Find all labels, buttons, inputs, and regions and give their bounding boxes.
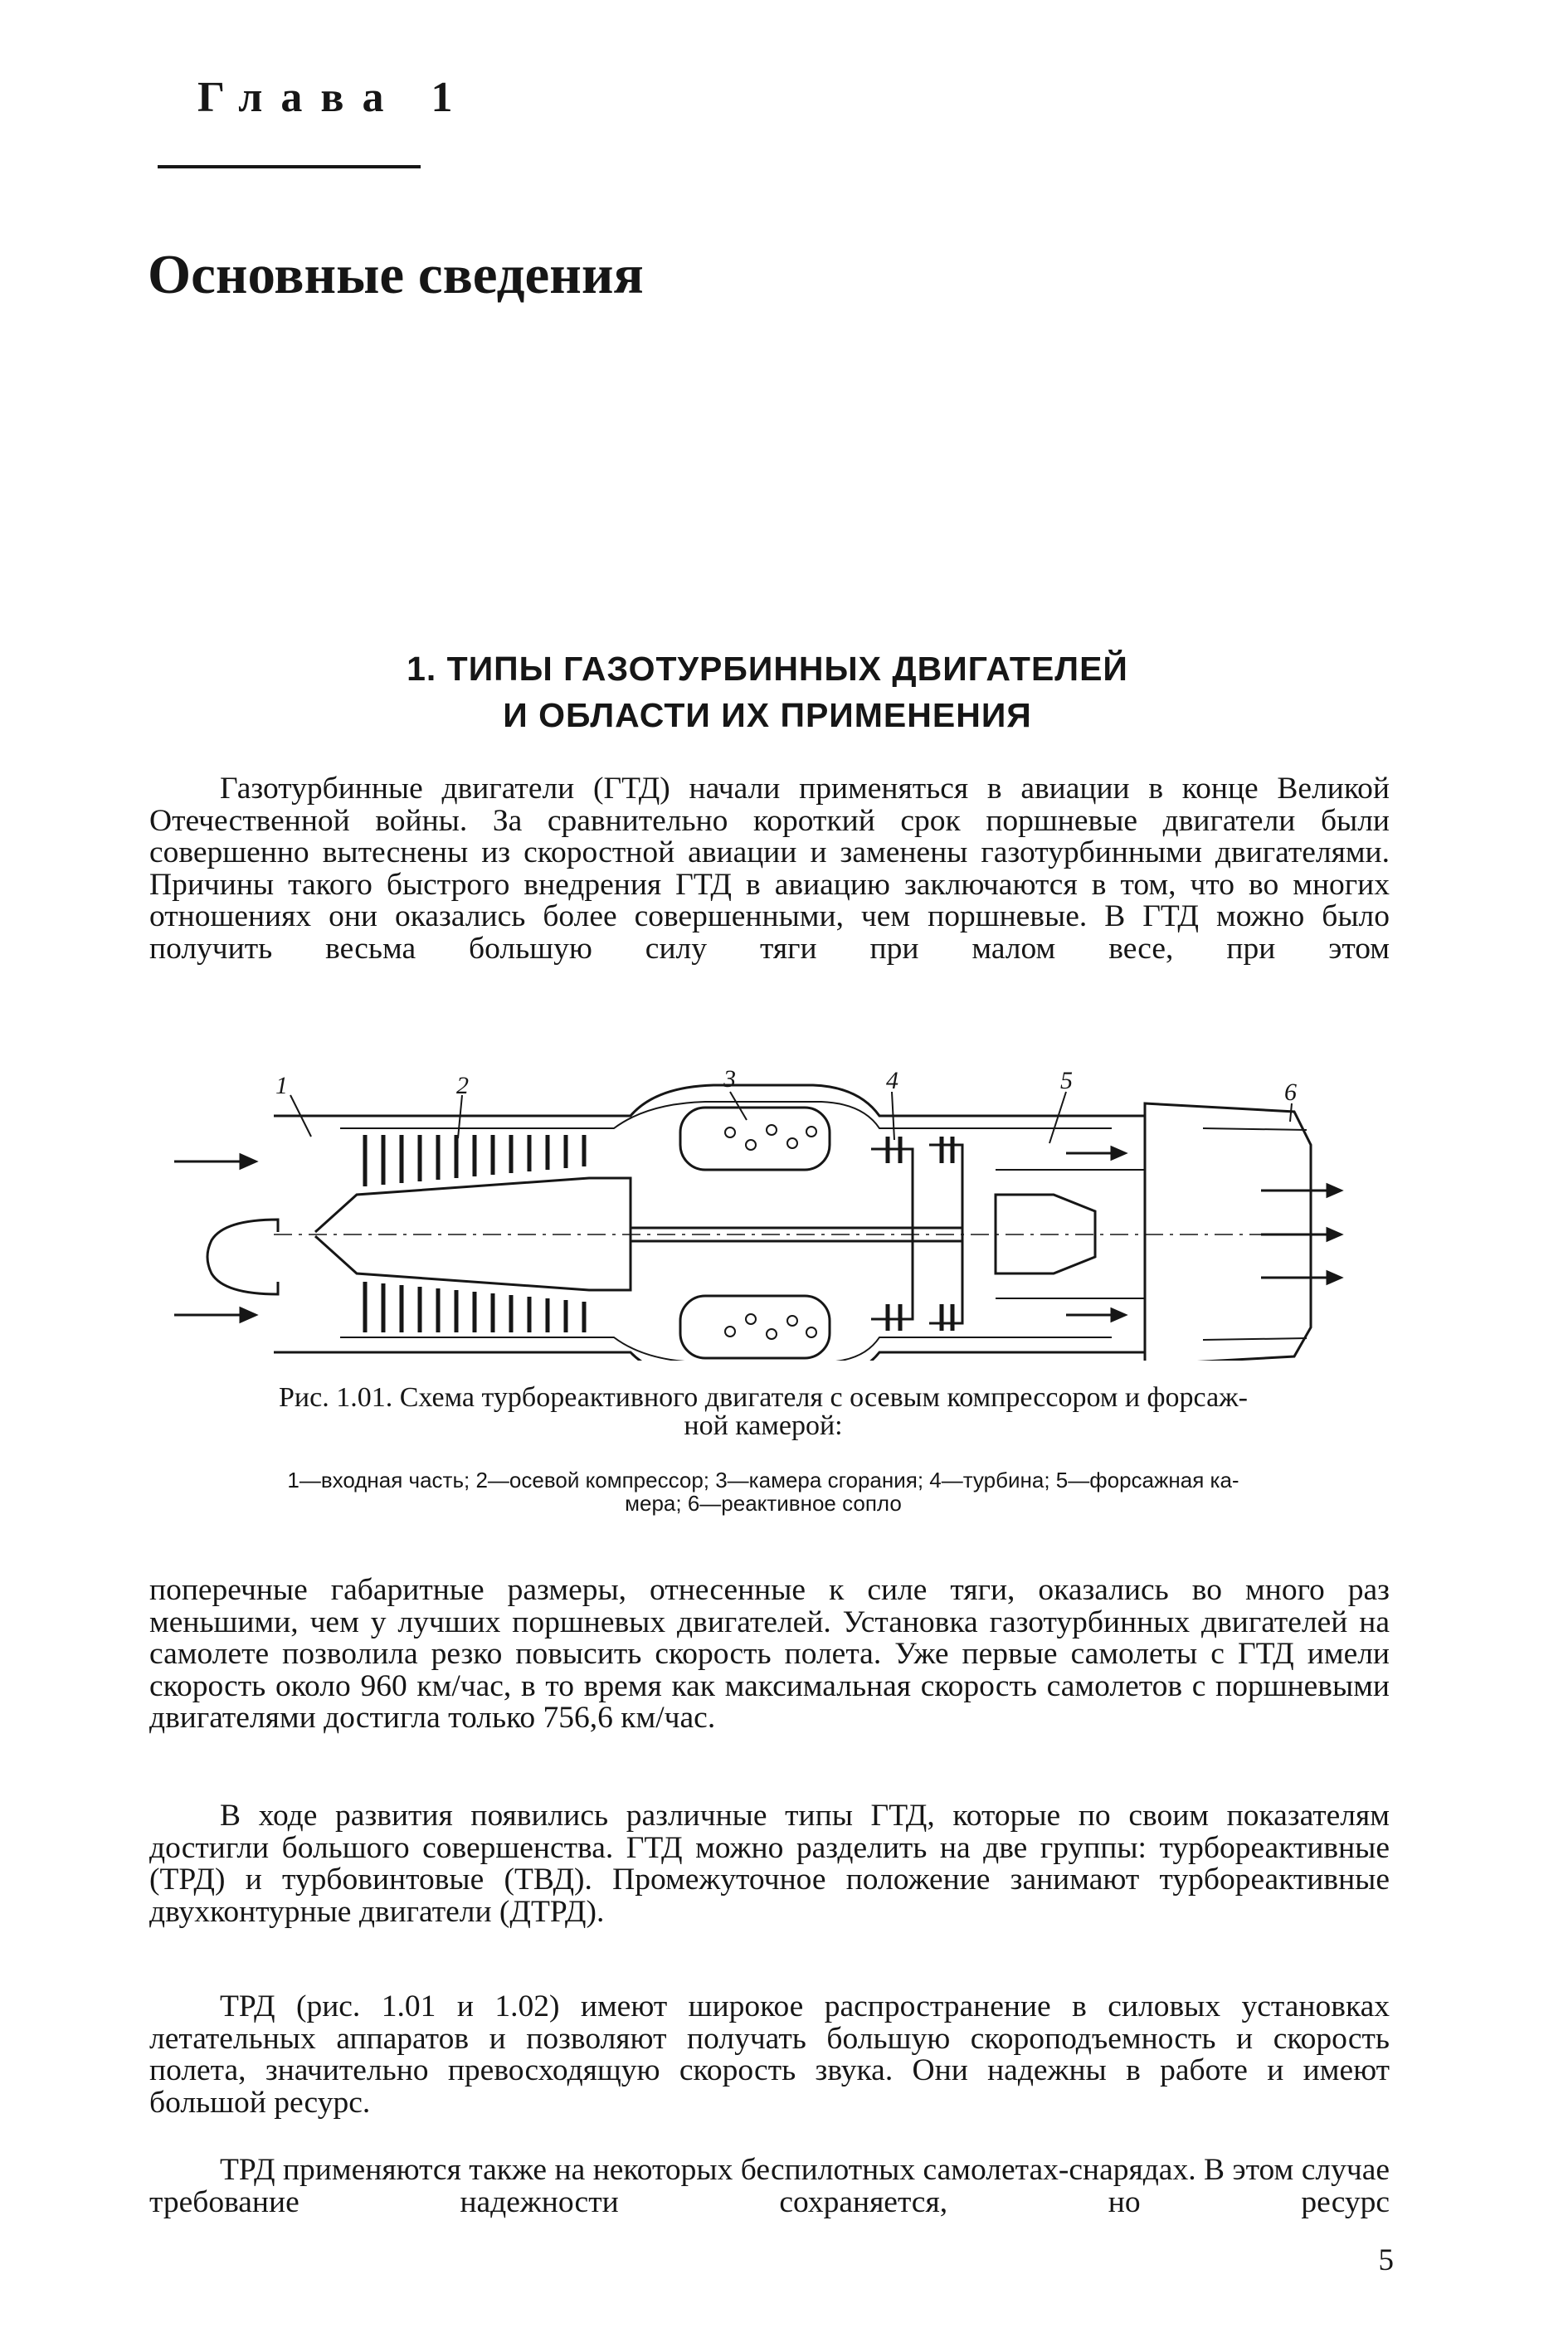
figure-caption-line-1: Рис. 1.01. Схема турбореактивного двигателя с осевым компрессором и форсаж- [279, 1382, 1248, 1413]
chapter-rule [158, 165, 421, 168]
upper-casing [274, 1085, 1145, 1116]
paragraph-1-text: Газотурбинные двигатели (ГТД) начали применяться в авиации в конце Великой Отечественной войны. За сравнительно короткий срок поршневые двигатели были совершенно вытеснены из скоростной авиации и заменены газотурбинными двигателями. Причины такого быстрого внедрения ГТД в авиацию заключаются в том, что во многих отношениях они оказались более совершенными, чем поршневые. В ГТД можно было получить весьма большую силу тяги при малом весе, при этом [149, 772, 1390, 966]
combustion-chamber-lower [680, 1296, 830, 1358]
paragraph-4-text: ТРД (рис. 1.01 и 1.02) имеют широкое распространение в силовых установках летательных аппаратов и позволяют получать большую скороподъемность и скорость полета, значительно превосходящую скорость звука. Они надежны в работе и имеют большой ресурс. [149, 1989, 1390, 2120]
figure-legend [183, 1468, 1344, 1515]
section-heading-line-2: И ОБЛАСТИ ИХ ПРИМЕНЕНИЯ [503, 696, 1032, 734]
section-heading [299, 645, 1236, 738]
turbine-blades [888, 1137, 952, 1331]
paragraph-3-text: В ходе развития появились различные типы ГТД, которые по своим показателям достигли большого совершенства. ГТД можно разделить на две группы: турбореактивные (ТРД) и турбовинтовые (ТВД). Промежуточное положение занимают турбореактивные двухконтурные двигатели (ДТРД). [149, 1799, 1390, 1929]
engine-diagram [166, 1070, 1361, 1361]
section-heading-line-1: 1. ТИПЫ ГАЗОТУРБИННЫХ ДВИГАТЕЛЕЙ [407, 650, 1128, 688]
inlet-nose-cone [207, 1220, 278, 1294]
callout-5: 5 [1060, 1070, 1073, 1094]
compressor-blades-upper [365, 1135, 584, 1186]
callout-1: 1 [275, 1072, 288, 1099]
figure-legend-line-1: 1—входная часть; 2—осевой компрессор; 3—камера сгорания; 4—турбина; 5—форсажная ка- [287, 1468, 1239, 1493]
paragraph-1 [149, 773, 1390, 966]
paragraph-2: поперечные габаритные размеры, отнесенные к силе тяги, оказались во много раз меньшими, чем у лучших поршневых двигателей. Установка газотурбинных двигателей на самолете позволила резко повысить скорость полета. Уже первые самолеты с ГТД имели скорость около 960 км/час, в то время как максимальная скорость самолетов с поршневыми двигателями достигла только 756,6 км/час. [149, 1573, 1390, 1736]
paragraph-3 [149, 1800, 1390, 1928]
chapter-title: Основные сведения [148, 244, 644, 305]
combustion-chamber-upper [680, 1108, 830, 1170]
page-number: 5 [1378, 2243, 1394, 2277]
figure-caption-line-2: ной камерой: [684, 1410, 843, 1441]
figure-caption [166, 1384, 1361, 1440]
paragraph-5-text: ТРД применяются также на некоторых беспилотных самолетах-снарядах. В этом случае требование надежности сохраняется, но ресурс [149, 2153, 1390, 2219]
jet-nozzle [1145, 1103, 1311, 1361]
callout-3: 3 [723, 1070, 736, 1093]
chapter-label: Глава 1 [197, 74, 471, 121]
figure-legend-line-2: мера; 6—реактивное сопло [625, 1491, 902, 1516]
callout-6: 6 [1284, 1079, 1297, 1106]
callout-2: 2 [456, 1072, 469, 1099]
paragraph-5 [149, 2155, 1390, 2218]
callout-4: 4 [886, 1070, 898, 1094]
paragraph-4 [149, 1991, 1390, 2119]
compressor-blades-lower [365, 1282, 584, 1332]
